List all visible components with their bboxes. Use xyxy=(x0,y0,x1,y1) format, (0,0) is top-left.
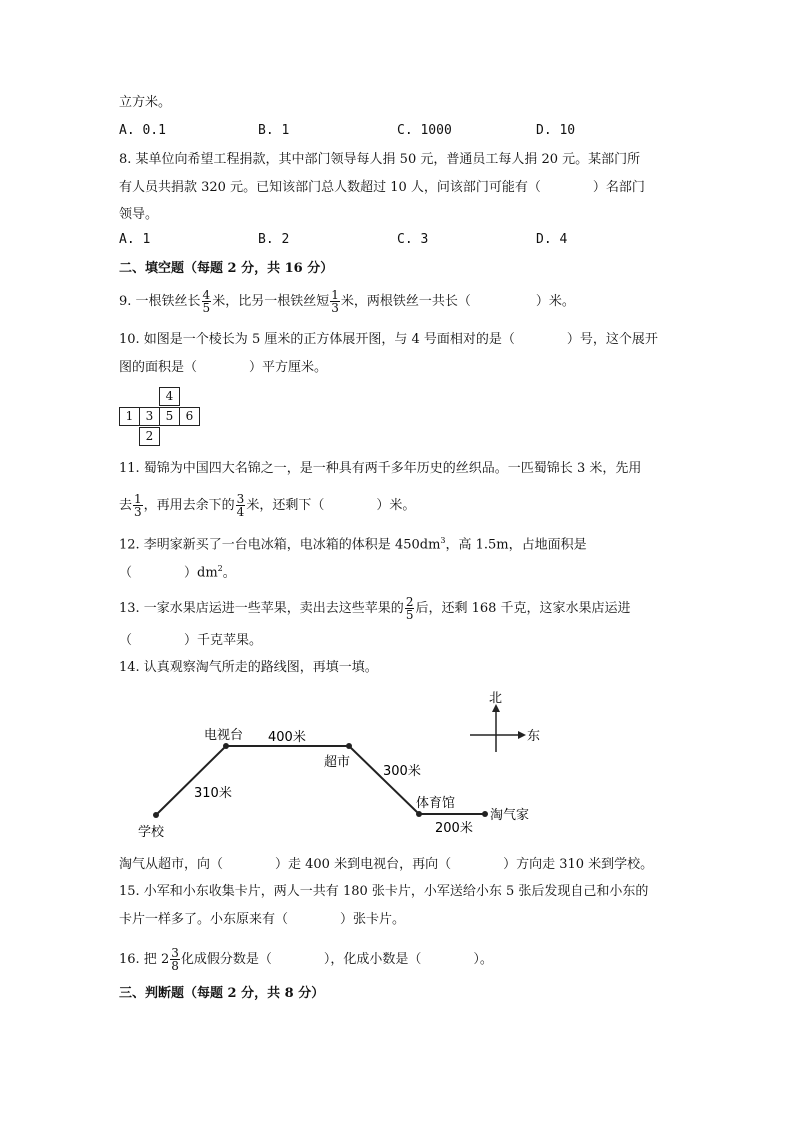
east-label: 东 xyxy=(527,729,541,744)
q10-line-1: 10. 如图是一个棱长为 5 厘米的正方体展开图，与 4 号面相对的是（ ）号，这个展开 xyxy=(119,332,658,347)
numerator: 4 xyxy=(202,288,211,302)
q7-option-c[interactable]: C. 1000 xyxy=(397,123,452,138)
q9 xyxy=(119,289,575,314)
q13-fraction xyxy=(405,596,415,621)
section-2-title: 二、填空题（每题 2 分，共 16 分） xyxy=(119,261,334,276)
q8-option-c[interactable]: C. 3 xyxy=(397,232,429,247)
q16-fraction xyxy=(170,947,180,972)
q16 xyxy=(119,947,493,972)
q16-text-a: 16. 把 2 xyxy=(119,952,170,967)
east-arrow-icon xyxy=(518,731,526,739)
q8-option-d[interactable]: D. 4 xyxy=(536,232,568,247)
q11-line-1: 11. 蜀锦为中国四大名锦之一，是一种具有两千多年历史的丝织品。一匹蜀锦长 3 米，先用 xyxy=(119,461,642,476)
q14-line-2: 淘气从超市，向（ ）走 400 米到电视台，再向（ ）方向走 310 米到学校。 xyxy=(119,857,654,872)
denominator: 3 xyxy=(331,301,339,315)
distance-label: 400米 xyxy=(268,730,306,745)
north-label: 北 xyxy=(489,691,503,706)
gym-point xyxy=(416,811,422,817)
q13-text-a: 13. 一家水果店运进一些苹果，卖出去这些苹果的 xyxy=(119,601,404,616)
q9-text-a: 9. 一根铁丝长 xyxy=(119,294,201,309)
q8-option-a[interactable]: A. 1 xyxy=(119,232,151,247)
q7-option-a[interactable]: A. 0.1 xyxy=(119,123,166,138)
q8-line-2: 有人员共捐款 320 元。已知该部门总人数超过 10 人，问该部门可能有（ ）名部门 xyxy=(119,180,645,195)
section-3-title: 三、判断题（每题 2 分，共 8 分） xyxy=(119,986,325,1001)
q11-fraction-1 xyxy=(133,493,143,518)
tv-station-point xyxy=(223,743,229,749)
q13-text-b: 后，还剩 168 千克，这家水果店运进 xyxy=(415,601,631,616)
distance-label: 310米 xyxy=(194,786,232,801)
distance-label: 300米 xyxy=(383,764,421,779)
net-face: 6 xyxy=(179,407,200,426)
q11-text-a: 去 xyxy=(119,498,133,513)
q11-text-b: ，再用去余下的 xyxy=(143,498,235,513)
q15-line-2: 卡片一样多了。小东原来有（ ）张卡片。 xyxy=(119,912,406,927)
net-face: 5 xyxy=(159,407,180,426)
home-label: 淘气家 xyxy=(490,808,530,823)
q12-line-1 xyxy=(119,532,587,554)
denominator: 5 xyxy=(405,608,414,622)
net-face-top: 4 xyxy=(159,387,180,406)
net-face: 3 xyxy=(139,407,160,426)
q8-line-1: 8. 某单位向希望工程捐款，其中部门领导每人捐 50 元，普通员工每人捐 20 元。某部门所 xyxy=(119,152,641,167)
numerator: 3 xyxy=(171,946,179,960)
numerator: 1 xyxy=(331,288,339,302)
q8-option-b[interactable]: B. 2 xyxy=(258,232,290,247)
route-map xyxy=(110,688,570,843)
q15-line-1: 15. 小军和小东收集卡片，两人一共有 180 张卡片，小军送给小东 5 张后发现自己和小东的 xyxy=(119,884,649,899)
tv-station-label: 电视台 xyxy=(204,728,244,743)
distance-label: 200米 xyxy=(435,821,473,836)
supermarket-point xyxy=(346,743,352,749)
q9-fraction-1 xyxy=(202,289,212,314)
numerator: 1 xyxy=(134,492,142,506)
q7-option-d[interactable]: D. 10 xyxy=(536,123,576,138)
q11-text-c: 米，还剩下（ ）米。 xyxy=(246,498,416,513)
q10-line-2: 图的面积是（ ）平方厘米。 xyxy=(119,360,328,375)
home-point xyxy=(482,811,488,817)
q11-line-2 xyxy=(119,493,415,518)
superscript: 3 xyxy=(440,536,446,545)
net-face-bottom: 2 xyxy=(139,427,160,446)
q7-tail: 立方米。 xyxy=(119,95,172,110)
q13-line-2: （ ）千克苹果。 xyxy=(119,633,263,648)
superscript: 2 xyxy=(217,564,223,573)
q8-line-3: 领导。 xyxy=(119,207,159,222)
numerator: 2 xyxy=(405,595,414,609)
q12-text-a: 12. 李明家新买了一台电冰箱，电冰箱的体积是 450dm xyxy=(119,537,441,553)
q7-option-b[interactable]: B. 1 xyxy=(258,123,290,138)
denominator: 5 xyxy=(202,301,211,315)
q16-text-b: 化成假分数是（ ），化成小数是（ ）。 xyxy=(180,952,493,967)
denominator: 8 xyxy=(171,959,179,973)
net-face: 1 xyxy=(119,407,140,426)
denominator: 4 xyxy=(236,505,245,519)
q9-text-c: 米，两根铁丝一共长（ ）米。 xyxy=(340,294,575,309)
route-map-svg xyxy=(110,688,570,843)
school-point xyxy=(153,812,159,818)
q11-fraction-2 xyxy=(236,493,246,518)
numerator: 3 xyxy=(236,492,245,506)
denominator: 3 xyxy=(134,505,142,519)
q12-text-d: 。 xyxy=(222,565,236,581)
q9-text-b: 米，比另一根铁丝短 xyxy=(212,294,330,309)
gym-label: 体育馆 xyxy=(416,796,456,811)
cube-net-figure xyxy=(119,387,203,447)
q14-line-1: 14. 认真观察淘气所走的路线图，再填一填。 xyxy=(119,660,378,675)
q13-line-1 xyxy=(119,596,631,621)
school-label: 学校 xyxy=(138,825,165,840)
q12-line-2 xyxy=(119,560,236,582)
q12-text-c: （ ）dm xyxy=(119,565,218,581)
q12-text-b: ，高 1.5m，占地面积是 xyxy=(445,537,587,553)
q9-fraction-2 xyxy=(330,289,340,314)
supermarket-label: 超市 xyxy=(324,755,351,770)
